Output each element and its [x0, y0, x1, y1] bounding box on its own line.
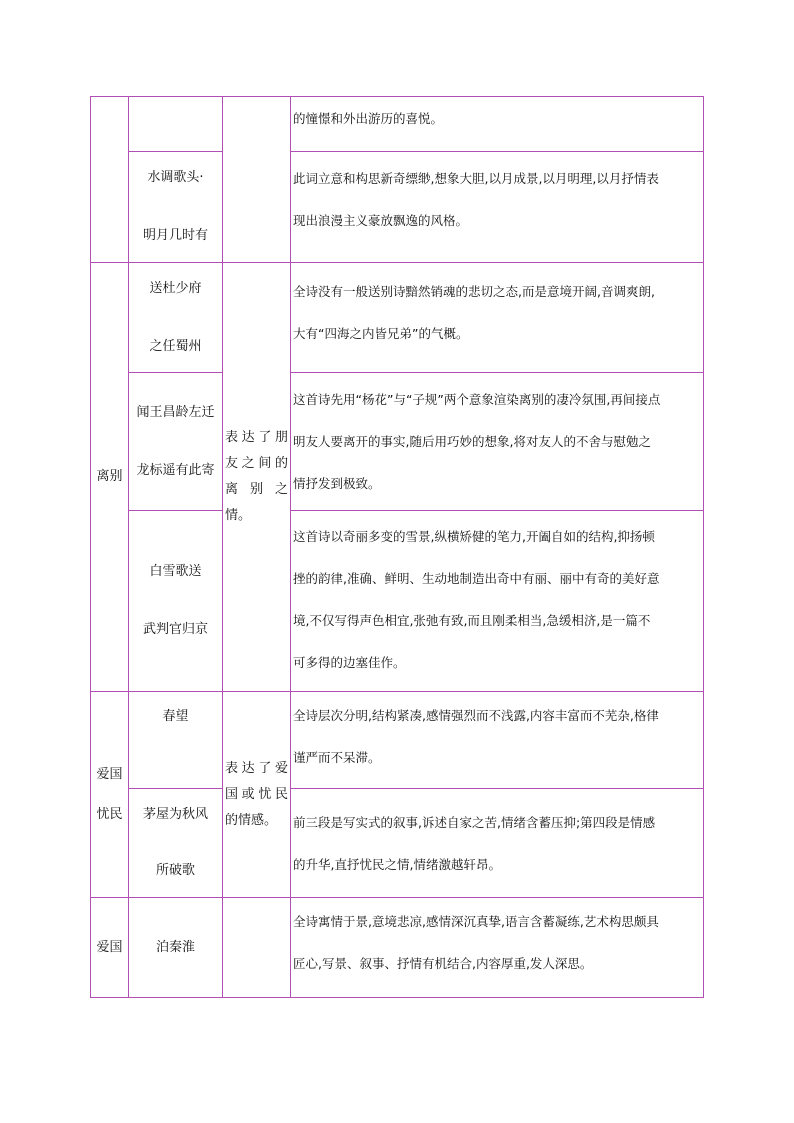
poem-title-line: 茅屋为秋风 — [142, 807, 208, 822]
poem-title-line: 闻王昌龄左迁 — [136, 404, 215, 420]
emotion-farewell — [223, 263, 290, 691]
poem-title-line: 送杜少府 — [149, 280, 202, 296]
poem-title-shuidiao — [129, 152, 222, 262]
description-shuidiao: 此词立意和构思新奇缥缈,想象大胆,以月成景,以月明理,以月抒情表 现出浪漫主义豪放飘逸的风格。 — [293, 171, 659, 228]
poem-title-baixue — [129, 511, 222, 691]
emotion-line: 国或忧民 — [225, 786, 288, 802]
category-line: 爱国 — [96, 766, 123, 782]
emotion-line: 表达了朋 — [225, 430, 288, 445]
poem-title-line: 龙标遥有此寄 — [136, 462, 215, 478]
poetry-table — [90, 96, 704, 998]
description-songdu: 全诗没有一般送别诗黯然销魂的悲切之态,而是意境开阔,音调爽朗, 大有“四海之内皆兄弟”的气概。 — [293, 284, 655, 341]
poem-title-line: 之任蜀州 — [149, 338, 202, 354]
category-patriotism: 爱国 — [96, 939, 123, 955]
poem-title-line: 水调歌头· — [147, 170, 204, 185]
description-chunwang: 全诗层次分明,结构紧凑,感情强烈而不浅露,内容丰富而不芜杂,格律 谨严而不呆滞。 — [293, 708, 659, 765]
poem-title-wenwang — [129, 373, 222, 510]
poem-title-line: 明月几时有 — [142, 228, 208, 243]
category-farewell: 离别 — [96, 469, 123, 484]
poem-title-maowu — [129, 789, 222, 897]
description-boqinhuai: 全诗寓情于景,意境悲凉,感情深沉真挚,语言含蓄凝练,艺术构思颇具 匠心,写景、叙事、抒情有机结合,内容厚重,发人深思。 — [293, 914, 659, 971]
emotion-line: 离别之情。 — [225, 482, 288, 523]
emotion-line: 友之间的 — [225, 456, 288, 471]
poem-title-boqinhuai: 泊秦淮 — [155, 939, 195, 955]
emotion-line: 表达了爱 — [225, 760, 288, 776]
poem-title-line: 武判官归京 — [142, 622, 208, 637]
description-baixue: 这首诗以奇丽多变的雪景,纵横矫健的笔力,开阖自如的结构,抑扬顿 挫的韵律,准确、鲜明、生动地制造出奇中有丽、丽中有奇的美好意 境,不仅写得声色相宜,张弛有致,而且刚柔相当,急缓相济,是一篇不 可多得的边塞佳作。 — [293, 529, 660, 670]
description-wenwang: 这首诗先用“杨花”与“子规”两个意象渲染离别的凄冷氛围,再间接点 明友人要离开的事实,随后用巧妙的想象,将对友人的不舍与慰勉之 情抒发到极致。 — [293, 392, 661, 491]
category-line: 忧民 — [96, 806, 123, 822]
description-row-1: 的憧憬和外出游历的喜悦。 — [293, 111, 444, 126]
poem-title-line: 所破歌 — [155, 863, 195, 878]
poem-title-chunwang: 春望 — [162, 709, 189, 724]
poem-title-line: 白雪歌送 — [149, 564, 202, 579]
description-maowu: 前三段是写实式的叙事,诉述自家之苦,情绪含蓄压抑;第四段是情感 的升华,直抒忧民之情,情绪激越轩昂。 — [293, 815, 656, 872]
emotion-patriotism — [223, 692, 290, 897]
emotion-line: 的情感。 — [225, 812, 278, 828]
category-patriotism-people — [91, 692, 128, 897]
poem-title-songdu — [129, 263, 222, 372]
